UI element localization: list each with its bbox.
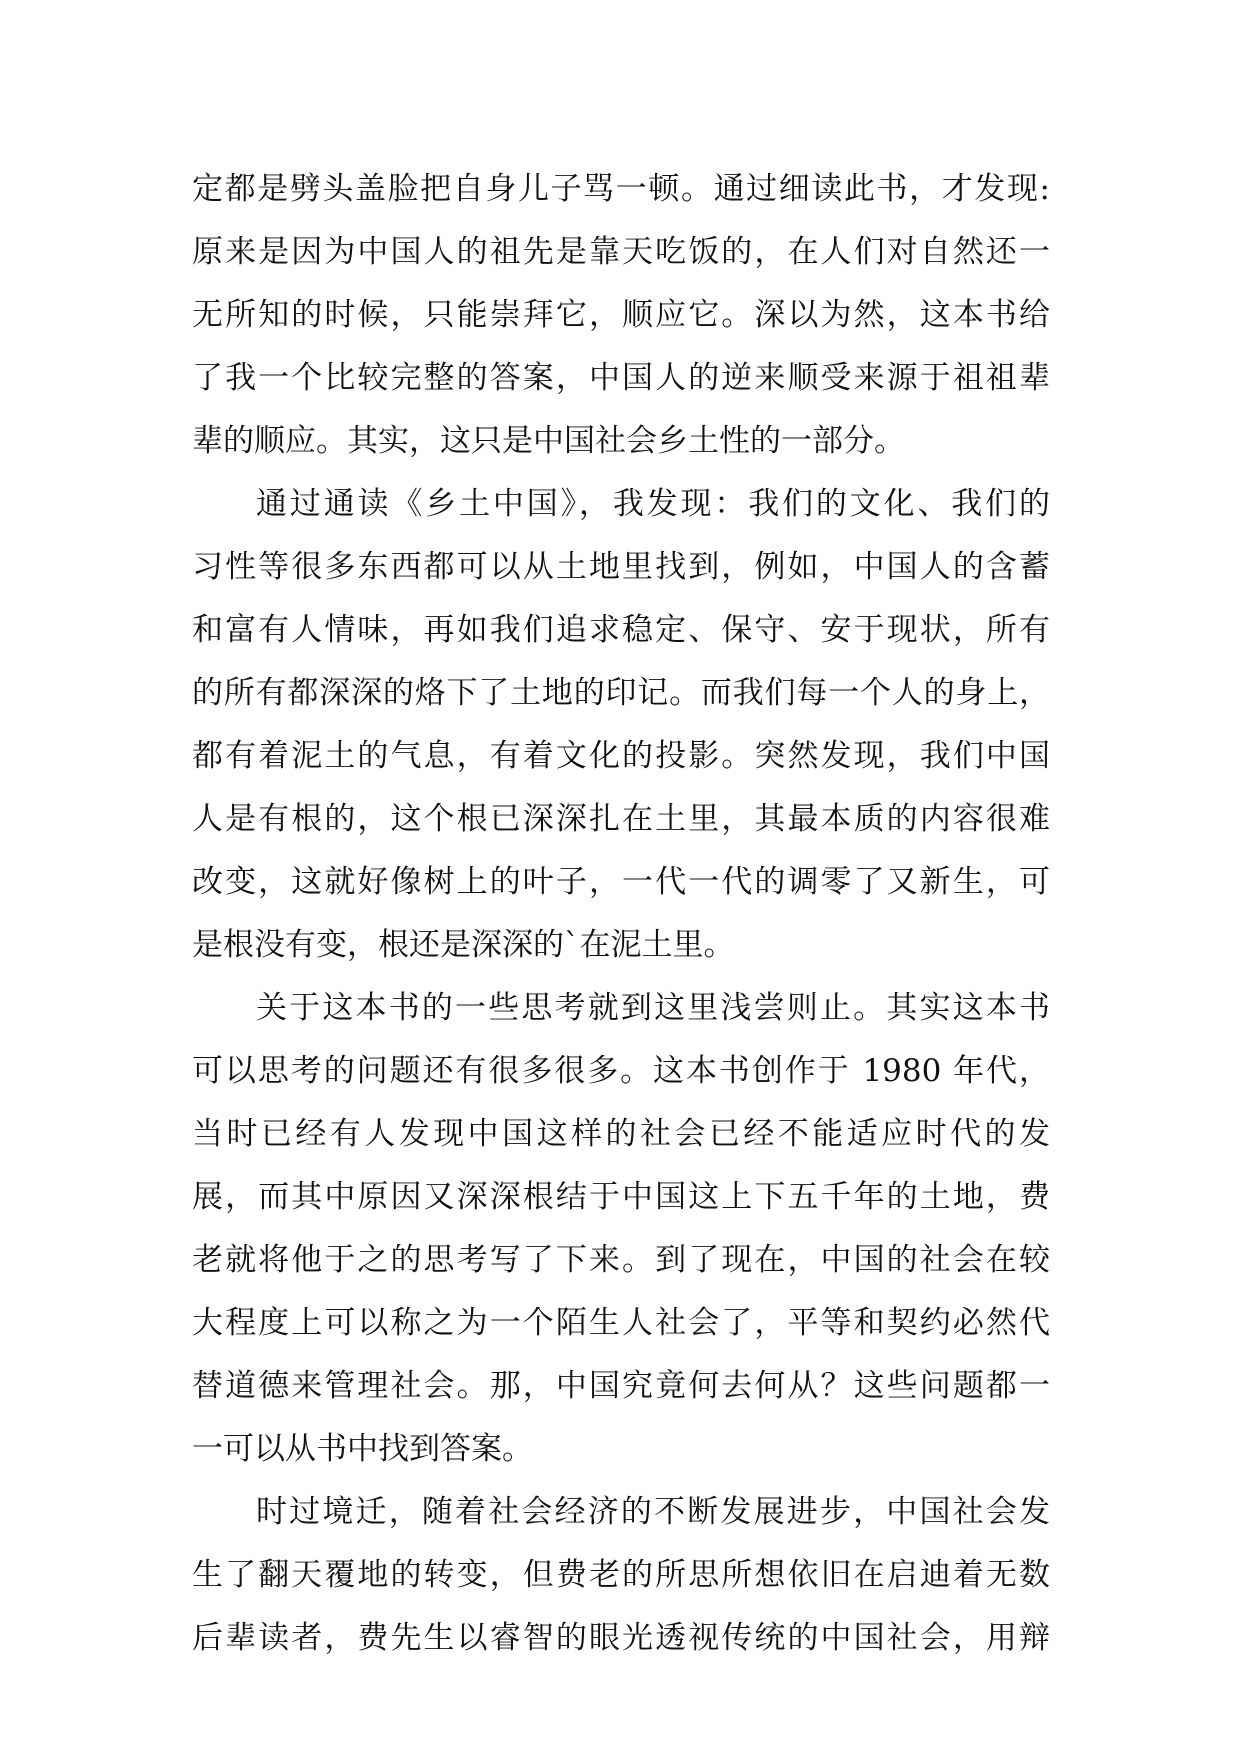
text-line: 老就将他于之的思考写了下来。到了现在，中国的社会在较 (192, 1242, 1050, 1278)
text-line: 关于这本书的一些思考就到这里浅尝则止。其实这本书 (256, 990, 1050, 1026)
text-line: 改变，这就好像树上的叶子，一代一代的调零了又新生，可 (192, 864, 1050, 900)
text-line: 大程度上可以称之为一个陌生人社会了，平等和契约必然代 (192, 1305, 1050, 1341)
text-line: 辈的顺应。其实，这只是中国社会乡土性的一部分。 (192, 423, 905, 459)
paragraph-3 (192, 977, 1050, 1481)
text-line: 定都是劈头盖脸把自身儿子骂一顿。通过细读此书，才发现: (192, 171, 1050, 207)
text-line: 生了翻天覆地的转变，但费老的所思所想依旧在启迪着无数 (192, 1557, 1050, 1593)
document-body (192, 158, 1050, 1670)
text-line: 通过通读《乡土中国》，我发现：我们的文化、我们的 (256, 486, 1050, 522)
text-line: 无所知的时候，只能崇拜它，顺应它。深以为然，这本书给 (192, 297, 1050, 333)
text-line: 后辈读者，费先生以睿智的眼光透视传统的中国社会，用辩 (192, 1620, 1050, 1656)
paragraph-2 (192, 473, 1050, 977)
paragraph-4 (192, 1481, 1050, 1670)
text-line: 是根没有变，根还是深深的`在泥土里。 (192, 927, 735, 963)
paragraph-1 (192, 158, 1050, 473)
text-line: 展，而其中原因又深深根结于中国这上下五千年的土地，费 (192, 1179, 1050, 1215)
text-line: 的所有都深深的烙下了土地的印记。而我们每一个人的身上， (192, 675, 1050, 711)
text-line: 习性等很多东西都可以从土地里找到，例如，中国人的含蓄 (192, 549, 1050, 585)
text-line: 了我一个比较完整的答案，中国人的逆来顺受来源于祖祖辈 (192, 360, 1050, 396)
text-line: 都有着泥土的气息，有着文化的投影。突然发现，我们中国 (192, 738, 1050, 774)
text-line: 当时已经有人发现中国这样的社会已经不能适应时代的发 (192, 1116, 1050, 1152)
text-line: 可以思考的问题还有很多很多。这本书创作于 1980 年代， (192, 1053, 1050, 1089)
text-line: 替道德来管理社会。那，中国究竟何去何从？这些问题都一 (192, 1368, 1050, 1404)
text-line: 和富有人情味，再如我们追求稳定、保守、安于现状，所有 (192, 612, 1050, 648)
text-line: 一可以从书中找到答案。 (192, 1431, 533, 1467)
text-line: 原来是因为中国人的祖先是靠天吃饭的，在人们对自然还一 (192, 234, 1050, 270)
text-line: 人是有根的，这个根已深深扎在土里，其最本质的内容很难 (192, 801, 1050, 837)
text-line: 时过境迁，随着社会经济的不断发展进步，中国社会发 (256, 1494, 1050, 1530)
